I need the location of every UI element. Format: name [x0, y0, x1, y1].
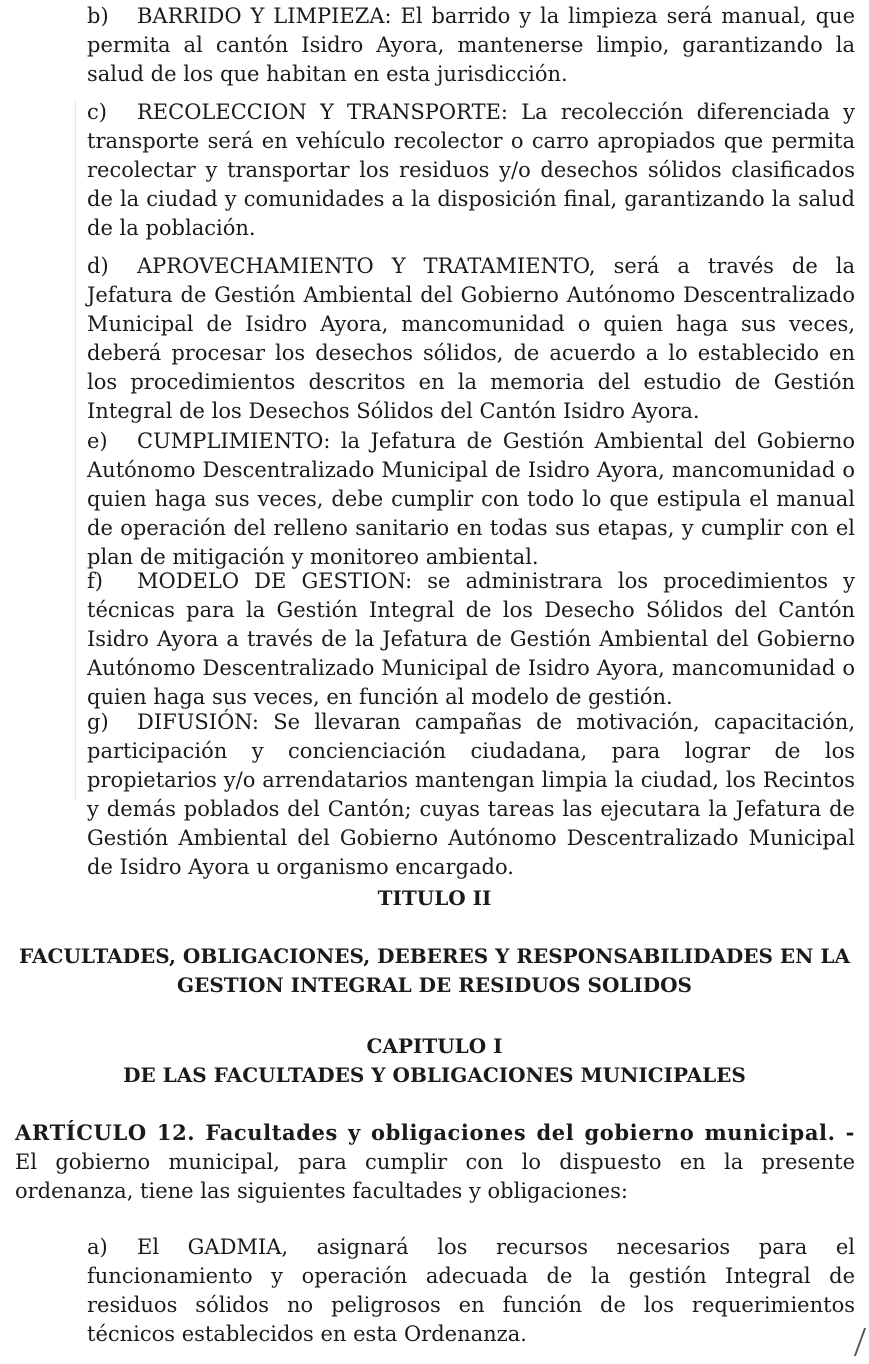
- item-label: b): [87, 4, 109, 28]
- article-title: ARTÍCULO 12. Facultades y obligaciones del gobierno municipal. -: [15, 1120, 855, 1145]
- capitulo-heading: CAPITULO I: [366, 1034, 503, 1058]
- titulo-heading: TITULO II: [377, 886, 492, 910]
- item-label: f): [87, 569, 103, 593]
- item-text: El GADMIA, asignará los recursos necesarios para el funcionamiento y operación adecuada de la gestión Integral de residuos sólidos no peligrosos en función de los requerimientos técnicos establecidos en esta Ordenanza.: [87, 1235, 855, 1346]
- list-item-c: [87, 98, 855, 243]
- item-label: d): [87, 254, 109, 278]
- item-text: APROVECHAMIENTO Y TRATAMIENTO, será a través de la Jefatura de Gestión Ambiental del Gobierno Autónomo Descentralizado Municipal de Isidro Ayora, mancomunidad o quien haga sus veces, deberá procesar los desechos sólidos, de acuerdo a lo establecido en los procedimientos descritos en la memoria del estudio de Gestión Integral de los Desechos Sólidos del Cantón Isidro Ayora.: [87, 254, 855, 423]
- item-label: a): [87, 1235, 108, 1259]
- list-item-b: [87, 2, 855, 89]
- titulo-subheading-line-2: GESTION INTEGRAL DE RESIDUOS SOLIDOS: [177, 973, 692, 997]
- item-label: g): [87, 710, 109, 734]
- scan-margin-line: [75, 100, 76, 800]
- list-item-g: [87, 708, 855, 882]
- item-text: MODELO DE GESTION: se administrara los procedimientos y técnicas para la Gestión Integral de los Desecho Sólidos del Cantón Isidro Ayora a través de la Jefatura de Gestión Ambiental del Gobierno Autónomo Descentralizado Municipal de Isidro Ayora, mancomunidad o quien haga sus veces, en función al modelo de gestión.: [87, 569, 855, 709]
- item-text: DIFUSIÓN: Se llevaran campañas de motivación, capacitación, participación y concienciación ciudadana, para lograr de los propietarios y/o arrendatarios mantengan limpia la ciudad, los Recintos y demás poblados del Cantón; cuyas tareas las ejecutara la Jefatura de Gestión Ambiental del Gobierno Autónomo Descentralizado Municipal de Isidro Ayora u organismo encargado.: [87, 710, 855, 879]
- list-item-e: [87, 427, 855, 572]
- item-label: c): [87, 100, 107, 124]
- capitulo-subheading: DE LAS FACULTADES Y OBLIGACIONES MUNICIPALES: [123, 1063, 746, 1087]
- article-item-a: [87, 1233, 855, 1349]
- article-body: El gobierno municipal, para cumplir con lo dispuesto en la presente ordenanza, tiene las siguientes facultades y obligaciones:: [15, 1150, 855, 1203]
- article-12: [15, 1118, 855, 1206]
- titulo-subheading-line-1: FACULTADES, OBLIGACIONES, DEBERES Y RESPONSABILIDADES EN LA: [19, 944, 850, 968]
- item-text: CUMPLIMIENTO: la Jefatura de Gestión Ambiental del Gobierno Autónomo Descentralizado Municipal de Isidro Ayora, mancomunidad o quien haga sus veces, debe cumplir con todo lo que estipula el manual de operación del relleno sanitario en todas sus etapas, y cumplir con el plan de mitigación y monitoreo ambiental.: [87, 429, 855, 569]
- list-item-d: [87, 252, 855, 426]
- list-item-f: [87, 567, 855, 712]
- item-text: BARRIDO Y LIMPIEZA: El barrido y la limpieza será manual, que permita al cantón Isidro Ayora, mantenerse limpio, garantizando la salud de los que habitan en esta jurisdicción.: [87, 4, 855, 86]
- item-label: e): [87, 429, 108, 453]
- page-corner-mark: [854, 1328, 869, 1356]
- item-text: RECOLECCION Y TRANSPORTE: La recolección diferenciada y transporte será en vehículo recolector o carro apropiados que permita recolectar y transportar los residuos y/o desechos sólidos clasificados de la ciudad y comunidades a la disposición final, garantizando la salud de la población.: [87, 100, 855, 240]
